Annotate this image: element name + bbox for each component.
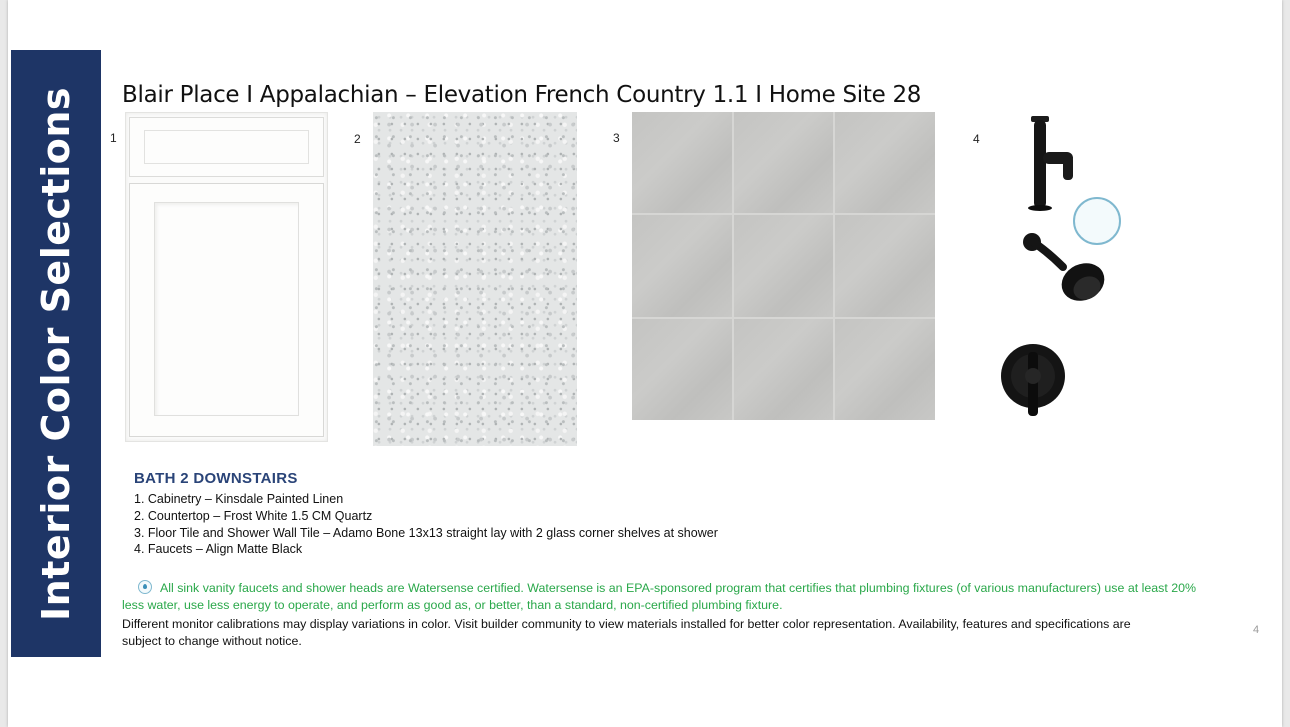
- tile-cell: [734, 112, 834, 213]
- selections-list: [134, 491, 718, 558]
- tile-cell: [632, 215, 732, 316]
- watersense-note-text: All sink vanity faucets and shower heads are Watersense certified. Watersense is an EPA-sponsored program that certifies that plumbing fixtures (of various manufacturers) use at least 20% less water, use less energy to operate, and perform as good as, or better, than a standard, non-certified plumbing fixture.: [122, 581, 1197, 612]
- tile-cell: [734, 319, 834, 420]
- list-item: 1. Cabinetry – Kinsdale Painted Linen: [134, 492, 344, 506]
- sidebar-band: [11, 50, 101, 657]
- shower-valve-icon: [1001, 344, 1065, 416]
- document-page: [8, 0, 1282, 727]
- sink-faucet-icon: [1028, 116, 1073, 211]
- list-item: 4. Faucets – Align Matte Black: [134, 542, 303, 557]
- page-title: Blair Place I Appalachian – Elevation French Country 1.1 I Home Site 28: [122, 82, 922, 108]
- sample-number-4: 4: [973, 132, 980, 146]
- sample-number-2: 2: [354, 132, 361, 146]
- tile-swatch-icon: [632, 112, 935, 420]
- cabinet-door-panel: [154, 202, 299, 416]
- list-item: 2. Countertop – Frost White 1.5 CM Quartz: [134, 508, 373, 523]
- quartz-swatch-icon: [373, 112, 577, 446]
- cabinet-door-front: [129, 183, 324, 437]
- list-item: 3. Floor Tile and Shower Wall Tile – Adamo Bone 13x13 straight lay with 2 glass corner shelves at shower: [134, 525, 718, 540]
- tile-cell: [835, 319, 935, 420]
- tile-cell: [632, 112, 732, 213]
- watersense-note: [122, 580, 1202, 614]
- disclaimer-text: Different monitor calibrations may display variations in color. Visit builder community to view materials installed for better color representation. Availability, features and specifications are subject to change without notice.: [122, 617, 1131, 648]
- watersense-small-icon: [138, 580, 152, 594]
- tile-cell: [835, 112, 935, 213]
- faucet-set-icon: [993, 112, 1143, 422]
- sidebar-title: Interior Color Selections: [34, 86, 78, 621]
- selections-heading: BATH 2 DOWNSTAIRS: [134, 470, 298, 487]
- watersense-icon: [1073, 197, 1121, 245]
- sample-number-3: 3: [613, 131, 620, 145]
- cabinet-door-icon: [125, 112, 328, 442]
- cabinet-drawer-front: [129, 117, 324, 177]
- sample-number-1: 1: [110, 131, 117, 145]
- cabinet-drawer-panel: [144, 130, 309, 164]
- tile-cell: [835, 215, 935, 316]
- tile-cell: [632, 319, 732, 420]
- page-number: 4: [1253, 624, 1260, 636]
- tile-cell: [734, 215, 834, 316]
